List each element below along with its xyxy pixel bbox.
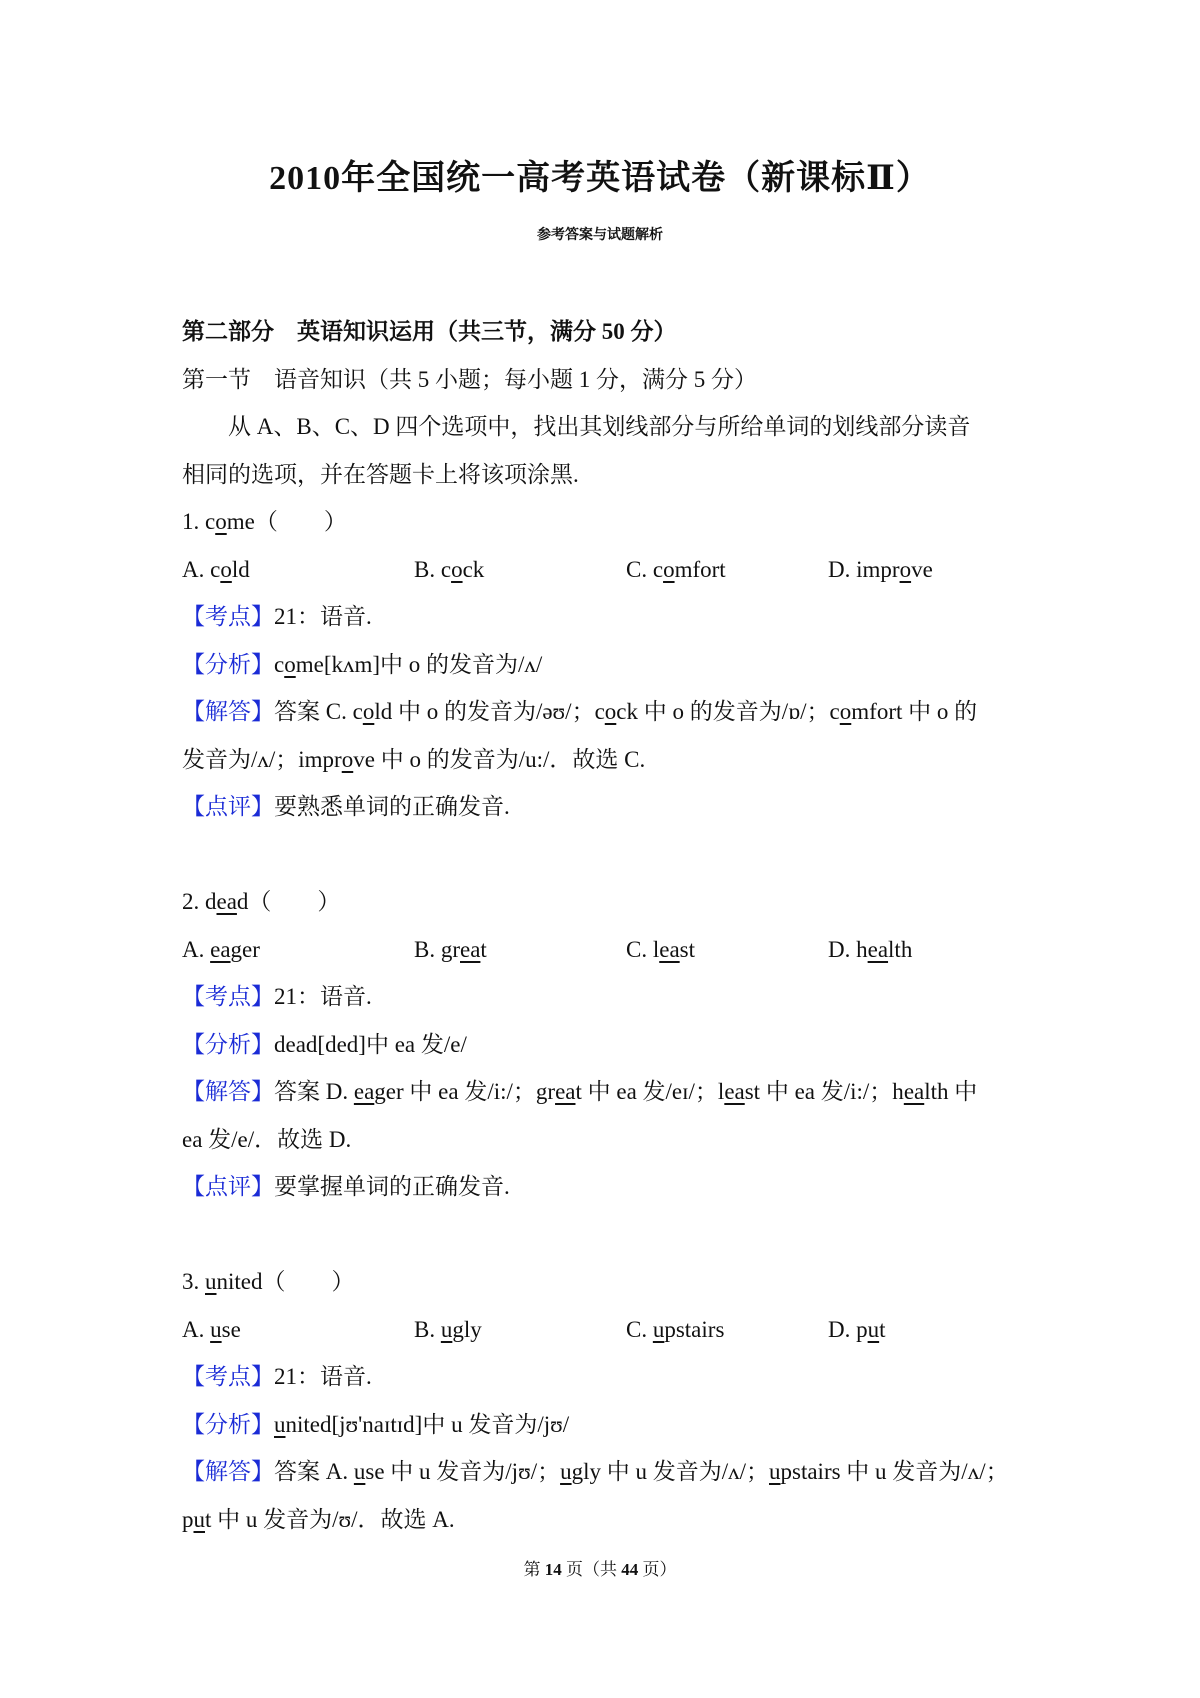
dianping-text: 要熟悉单词的正确发音.: [274, 794, 510, 819]
jieda-text: mfort 中 o 的: [851, 699, 978, 724]
option-pre: A. c: [182, 556, 221, 582]
stem-pre: 1. c: [182, 509, 216, 534]
question-stem: [182, 498, 1027, 546]
option-underlined: o: [663, 556, 675, 582]
fenxi-pre: dead[ded]中 ea 发/e/: [274, 1031, 467, 1057]
stem-pre: 2. d: [182, 889, 217, 914]
option-post: mfort: [674, 556, 726, 582]
option-pre: A.: [182, 936, 211, 962]
option-underlined: o: [899, 556, 912, 582]
option-post: t: [879, 1316, 886, 1342]
option-row: [182, 546, 1027, 594]
option-pre: A.: [182, 1316, 211, 1342]
jieda-underlined: o: [362, 699, 375, 724]
dianping-text: 要掌握单词的正确发音.: [274, 1174, 510, 1199]
option-underlined: u: [440, 1316, 453, 1342]
spacer: [182, 1211, 1027, 1259]
jieda-text: t 中 ea 发/eɪ/；l: [575, 1079, 725, 1104]
section-heading: 第一节 语音知识（共 5 小题；每小题 1 分，满分 5 分）: [182, 366, 757, 392]
fenxi-post: nited[jʊ'naɪtɪd]中 u 发音为/jʊ/: [285, 1411, 570, 1437]
kaodian-label: 【考点】: [182, 984, 274, 1009]
jieda-underlined: o: [604, 699, 617, 724]
jieda-continuation: [182, 1116, 1027, 1164]
question-block: [182, 878, 1027, 1258]
option-underlined: ea: [460, 936, 481, 962]
stem-post: me（ ）: [226, 509, 347, 534]
stem-underlined: o: [215, 509, 227, 534]
jieda-text: lth 中: [924, 1079, 978, 1104]
fenxi-line: [182, 1401, 1027, 1449]
page-subtitle: 参考答案与试题解析: [537, 228, 663, 243]
jieda-line: [182, 1448, 1027, 1496]
jieda-continuation: [182, 1496, 1027, 1544]
page-title: 2010年全国统一高考英语试卷（新课标Ⅱ）: [269, 160, 931, 197]
option-b: [414, 926, 626, 974]
option-post: pstairs: [664, 1316, 725, 1342]
option-d: [828, 546, 933, 594]
option-underlined: u: [210, 1316, 222, 1342]
jieda-label: 【解答】: [182, 699, 274, 724]
jieda-text: gly 中 u 发音为/ʌ/；: [571, 1459, 769, 1484]
option-underlined: u: [867, 1316, 880, 1342]
question-stem: [182, 878, 1027, 926]
jieda-text: 答案 A.: [274, 1459, 354, 1484]
footer-prefix: 第: [523, 1560, 545, 1579]
jieda-text: se 中 u 发音为/jʊ/；: [365, 1459, 561, 1484]
option-post: t: [480, 936, 487, 962]
dianping-line: [182, 1163, 1027, 1211]
jieda-continuation: [182, 736, 1027, 784]
option-underlined: ea: [210, 936, 231, 962]
fenxi-line: [182, 1021, 1027, 1069]
jieda-underlined: ea: [555, 1079, 576, 1104]
fenxi-label: 【分析】: [182, 651, 274, 677]
option-post: ld: [231, 556, 250, 582]
dianping-label: 【点评】: [182, 794, 274, 819]
option-post: gly: [452, 1316, 482, 1342]
dianping-line: [182, 783, 1027, 831]
jieda-underlined: o: [839, 699, 852, 724]
jieda-text: 答案 C. c: [274, 699, 363, 724]
question-stem: [182, 1258, 1027, 1306]
option-post: st: [679, 936, 695, 962]
option-pre: C. c: [626, 556, 664, 582]
option-pre: D. h: [828, 936, 868, 962]
jieda-underlined: ea: [903, 1079, 925, 1104]
jieda-label: 【解答】: [182, 1459, 274, 1484]
jieda-text: ck 中 o 的发音为/ɒ/；c: [616, 699, 840, 724]
jieda-text: ve 中 o 的发音为/u:/．故选 C.: [353, 746, 646, 772]
option-pre: D. impr: [828, 556, 900, 582]
fenxi-label: 【分析】: [182, 1031, 274, 1057]
jieda-text: 发音为/ʌ/；impr: [182, 746, 342, 772]
jieda-underlined: u: [193, 1506, 205, 1532]
option-c: [626, 546, 828, 594]
option-pre: B. gr: [414, 936, 460, 962]
jieda-text: p: [182, 1506, 194, 1532]
question-block: [182, 498, 1027, 878]
instruction-line-1: 从 A、B、C、D 四个选项中，找出其划线部分与所给单词的划线部分读音: [228, 414, 971, 439]
jieda-label: 【解答】: [182, 1079, 274, 1104]
kaodian-line: [182, 973, 1027, 1021]
jieda-line: [182, 1068, 1027, 1116]
jieda-text: t 中 u 发音为/ʊ/．故选 A.: [205, 1506, 455, 1532]
stem-post: nited（ ）: [216, 1269, 355, 1294]
option-underlined: o: [451, 556, 463, 582]
kaodian-text: 21：语音.: [274, 1364, 372, 1389]
option-underlined: o: [220, 556, 232, 582]
option-pre: B. c: [414, 556, 452, 582]
jieda-underlined: ea: [724, 1079, 745, 1104]
kaodian-line: [182, 1353, 1027, 1401]
option-pre: B.: [414, 1316, 441, 1342]
option-underlined: ea: [659, 936, 680, 962]
option-pre: D. p: [828, 1316, 868, 1342]
stem-pre: 3.: [182, 1269, 205, 1294]
option-post: ck: [462, 556, 485, 582]
kaodian-line: [182, 593, 1027, 641]
footer-total-pages: 44: [621, 1560, 639, 1579]
fenxi-label: 【分析】: [182, 1411, 274, 1437]
fenxi-line: [182, 641, 1027, 689]
part-heading: 第二部分 英语知识运用（共三节，满分 50 分）: [182, 319, 677, 344]
dianping-label: 【点评】: [182, 1174, 274, 1199]
question-block: [182, 1258, 1027, 1543]
kaodian-label: 【考点】: [182, 604, 274, 629]
option-a: [182, 546, 414, 594]
option-b: [414, 546, 626, 594]
jieda-text: ea 发/e/．故选 D.: [182, 1126, 352, 1152]
spacer: [182, 831, 1027, 879]
jieda-underlined: ea: [353, 1079, 375, 1104]
option-d: [828, 1306, 886, 1354]
option-pre: C.: [626, 1316, 653, 1342]
jieda-text: st 中 ea 发/i:/；h: [744, 1079, 904, 1104]
footer-middle: 页（共: [561, 1560, 622, 1579]
option-row: [182, 1306, 1027, 1354]
fenxi-underlined: u: [274, 1411, 286, 1437]
option-a: [182, 926, 414, 974]
option-post: lth: [888, 936, 913, 962]
jieda-line: [182, 688, 1027, 736]
option-post: ger: [230, 936, 260, 962]
fenxi-underlined: o: [284, 651, 296, 677]
option-c: [626, 926, 828, 974]
jieda-underlined: u: [560, 1459, 572, 1484]
page-footer: [0, 1555, 1200, 1580]
fenxi-post: me[kʌm]中 o 的发音为/ʌ/: [295, 651, 543, 677]
footer-page-number: 14: [544, 1560, 562, 1579]
option-underlined: ea: [867, 936, 889, 962]
jieda-text: pstairs 中 u 发音为/ʌ/；: [780, 1459, 1009, 1484]
instruction-line-2: 相同的选项，并在答题卡上将该项涂黑.: [182, 461, 579, 487]
jieda-underlined: u: [353, 1459, 366, 1484]
footer-suffix: 页）: [638, 1560, 677, 1579]
jieda-text: 答案 D.: [274, 1079, 354, 1104]
option-d: [828, 926, 912, 974]
option-a: [182, 1306, 414, 1354]
option-c: [626, 1306, 828, 1354]
option-underlined: u: [652, 1316, 665, 1342]
option-post: se: [221, 1316, 241, 1342]
stem-underlined: u: [205, 1269, 217, 1294]
stem-underlined: ea: [216, 889, 237, 914]
option-post: ve: [911, 556, 933, 582]
stem-post: d（ ）: [236, 889, 341, 914]
option-pre: C. l: [626, 936, 660, 962]
kaodian-text: 21：语音.: [274, 984, 372, 1009]
kaodian-text: 21：语音.: [274, 604, 372, 629]
jieda-underlined: u: [769, 1459, 781, 1484]
jieda-text: ld 中 o 的发音为/əʊ/；c: [374, 699, 605, 724]
question-list: [182, 498, 1027, 1543]
jieda-text: ger 中 ea 发/i:/；gr: [374, 1079, 556, 1104]
option-row: [182, 926, 1027, 974]
jieda-underlined: o: [341, 746, 354, 772]
fenxi-pre: c: [274, 651, 285, 677]
document-body: [182, 308, 1027, 1543]
option-b: [414, 1306, 626, 1354]
kaodian-label: 【考点】: [182, 1364, 274, 1389]
